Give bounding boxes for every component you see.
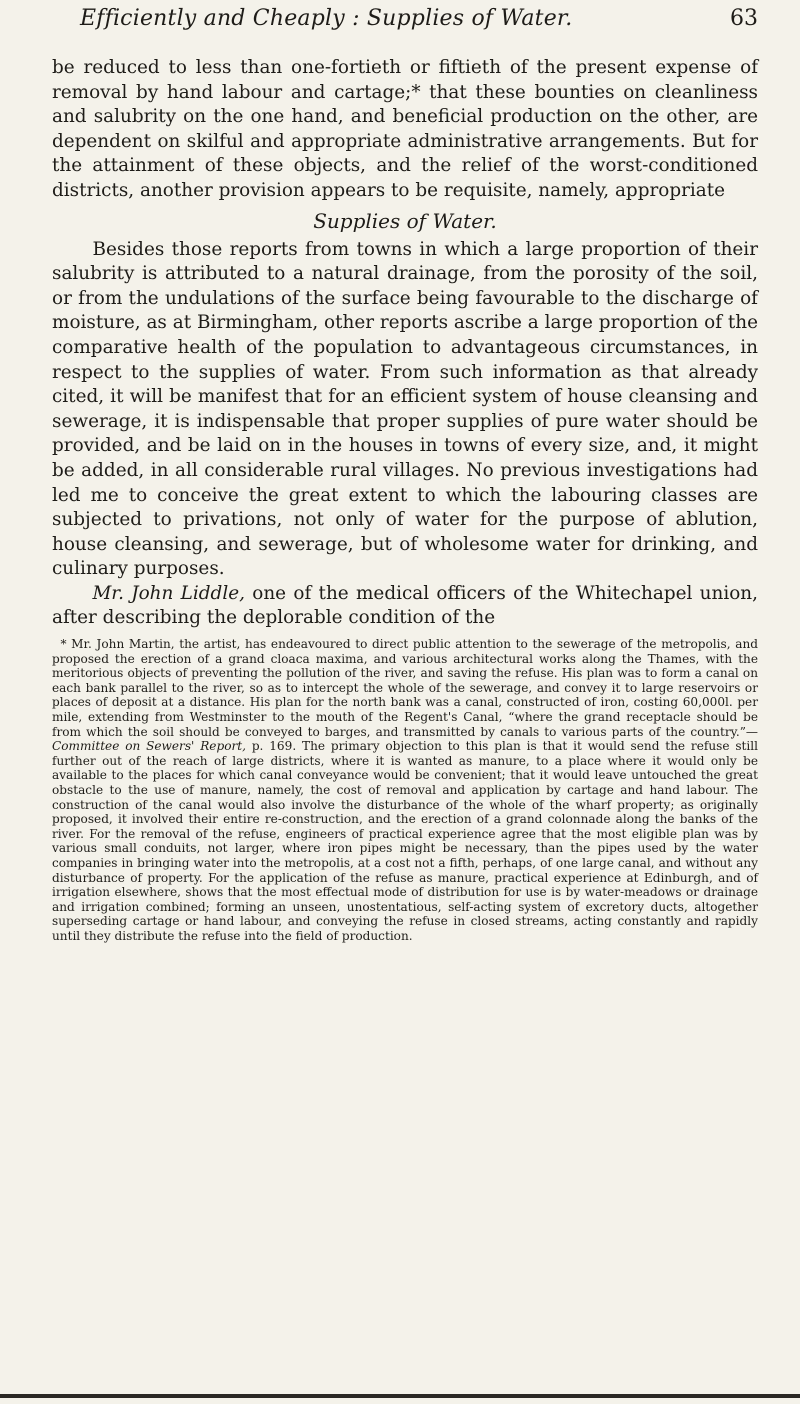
section-heading: Supplies of Water. [313,208,497,233]
main-text [52,56,758,631]
paragraph-liddle-text: one of the medical officers of the Whitechapel union, after describing the deplorable condition of the [52,582,758,629]
paragraph-continuation: be reduced to less than one-fortieth or fiftieth of the present expense of removal by hand labour and cartage;* that these bounties on cleanliness and salubrity on the one hand, and beneficial production on the other, are dependent on skilful and appropriate administrative arrangements. But for the attainment of these objects, and the relief of the worst-conditioned districts, another provision appears to be requisite, namely, appropriate [52,57,758,201]
person-name: Mr. John Liddle, [92,582,245,604]
footnote [52,637,758,943]
paragraph-liddle [52,582,758,631]
bottom-edge-rule [0,1394,800,1398]
book-page [52,0,758,944]
paragraph-supplies-of-water: Besides those reports from towns in which a large proportion of their salubrity is attributed to a natural drainage, from the porosity of the soil, or from the undulations of the surface being favourable to the discharge of moisture, as at Birmingham, other reports ascribe a large proportion of the comparative health of the population to advantageous circumstances, in respect to the supplies of water. From such information as that already cited, it will be manifest that for an efficient system of house cleansing and sewerage, it is indispensable that proper supplies of pure water should be provided, and be laid on in the houses in towns of every size, and, it might be added, in all considerable rural villages. No previous investigations had led me to conceive the great extent to which the labouring classes are subjected to privations, not only of water for the purpose of ablution, house cleansing, and sewerage, but of wholesome water for drinking, and culinary purposes. [52,238,758,580]
running-head [52,6,758,46]
footnote-citation: Committee on Sewers' Report, [52,739,246,754]
footnote-text-1: * Mr. John Martin, the artist, has endeavoured to direct public attention to the sewerage of the metropolis, and proposed the erection of a grand cloaca maxima, and various architectural works along the Thames, with the meritorious objects of preventing the pollution of the river, and saving the refuse. His plan was to form a canal on each bank parallel to the river, so as to intercept the whole of the sewerage, and convey it to large reservoirs or places of deposit at a distance. His plan for the north bank was a canal, constructed of iron, costing 60,000l. per mile, extending from Westminster to the mouth of the Regent's Canal, “where the grand receptacle should be from which the soil should be conveyed to barges, and transmitted by canals to various parts of the country.”— [52,637,758,739]
footnote-text-2: p. 169. The primary objection to this plan is that it would send the refuse still further out of the reach of large districts, where it is wanted as manure, to a place where it would only be available to the places for which canal conveyance would be convenient; that it would leave untouched the great obstacle to the use of manure, namely, the cost of removal and application by cartage and hand labour. The construction of the canal would also involve the disturbance of the whole of the wharf property; as originally proposed, it involved their entire re-construction, and the erection of a grand colonnade along the banks of the river. For the removal of the refuse, engineers of practical experience agree that the most eligible plan was by various small conduits, not larger, where iron pipes might be necessary, than the pipes used by the water companies in bringing water into the metropolis, at a cost not a fifth, perhaps, of one large canal, and without any disturbance of property. For the application of the refuse as manure, practical experience at Edinburgh, and of irrigation elsewhere, shows that the most effectual mode of distribution for use is by water-meadows or drainage and irrigation combined; forming an unseen, unostentatious, self-acting system of excretory ducts, altogether superseding cartage or hand labour, and conveying the refuse in closed streams, acting constantly and rapidly until they distribute the refuse into the field of production. [52,739,758,943]
page-number: 63 [730,6,758,31]
running-head-title: Efficiently and Cheaply : Supplies of Water. [80,6,573,31]
